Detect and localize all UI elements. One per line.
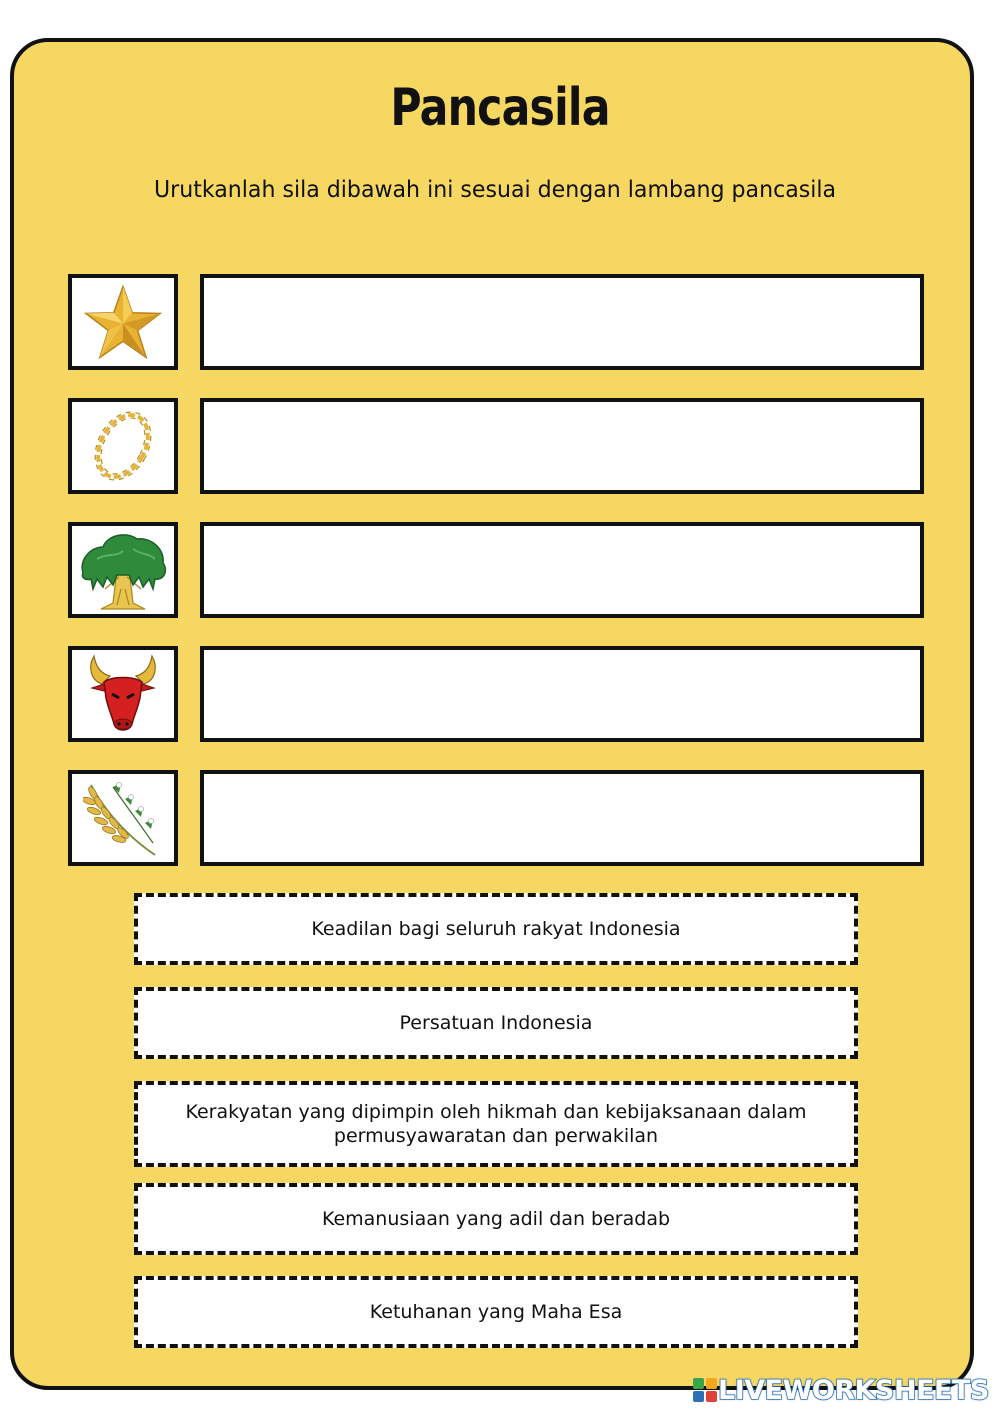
symbol-box-5 (68, 770, 178, 866)
symbol-box-2 (68, 398, 178, 494)
liveworksheets-logo (692, 1375, 989, 1405)
star-icon (84, 285, 162, 359)
option-card-kemanusiaan[interactable]: Kemanusiaan yang adil dan beradab (134, 1183, 858, 1255)
answer-drop-zone-1[interactable] (200, 274, 924, 370)
answer-drop-zone-5[interactable] (200, 770, 924, 866)
option-card-ketuhanan[interactable]: Ketuhanan yang Maha Esa (134, 1276, 858, 1348)
symbol-box-1 (68, 274, 178, 370)
page-title: Pancasila (390, 78, 610, 138)
lwv-badge-icon (692, 1377, 718, 1403)
symbol-box-4 (68, 646, 178, 742)
answer-drop-zone-3[interactable] (200, 522, 924, 618)
option-card-kerakyatan[interactable]: Kerakyatan yang dipimpin oleh hikmah dan kebijaksanaan dalam permusyawaratan dan perwakilan (134, 1081, 858, 1167)
symbol-row-1 (68, 274, 924, 370)
brand-name: LIVEWORKSHEETS (718, 1374, 989, 1406)
symbol-row-4 (68, 646, 924, 742)
banyan-tree-icon (77, 529, 169, 611)
instruction-text: Urutkanlah sila dibawah ini sesuai dengan lambang pancasila (153, 177, 837, 203)
option-card-keadilan[interactable]: Keadilan bagi seluruh rakyat Indonesia (134, 893, 858, 965)
symbol-box-3 (68, 522, 178, 618)
answer-drop-zone-4[interactable] (200, 646, 924, 742)
symbol-row-5 (68, 770, 924, 866)
answer-drop-zone-2[interactable] (200, 398, 924, 494)
symbol-row-2 (68, 398, 924, 494)
symbol-row-3 (68, 522, 924, 618)
chain-icon (88, 406, 158, 486)
option-card-persatuan[interactable]: Persatuan Indonesia (134, 987, 858, 1059)
bull-head-icon (86, 654, 160, 734)
rice-cotton-icon (83, 777, 163, 859)
